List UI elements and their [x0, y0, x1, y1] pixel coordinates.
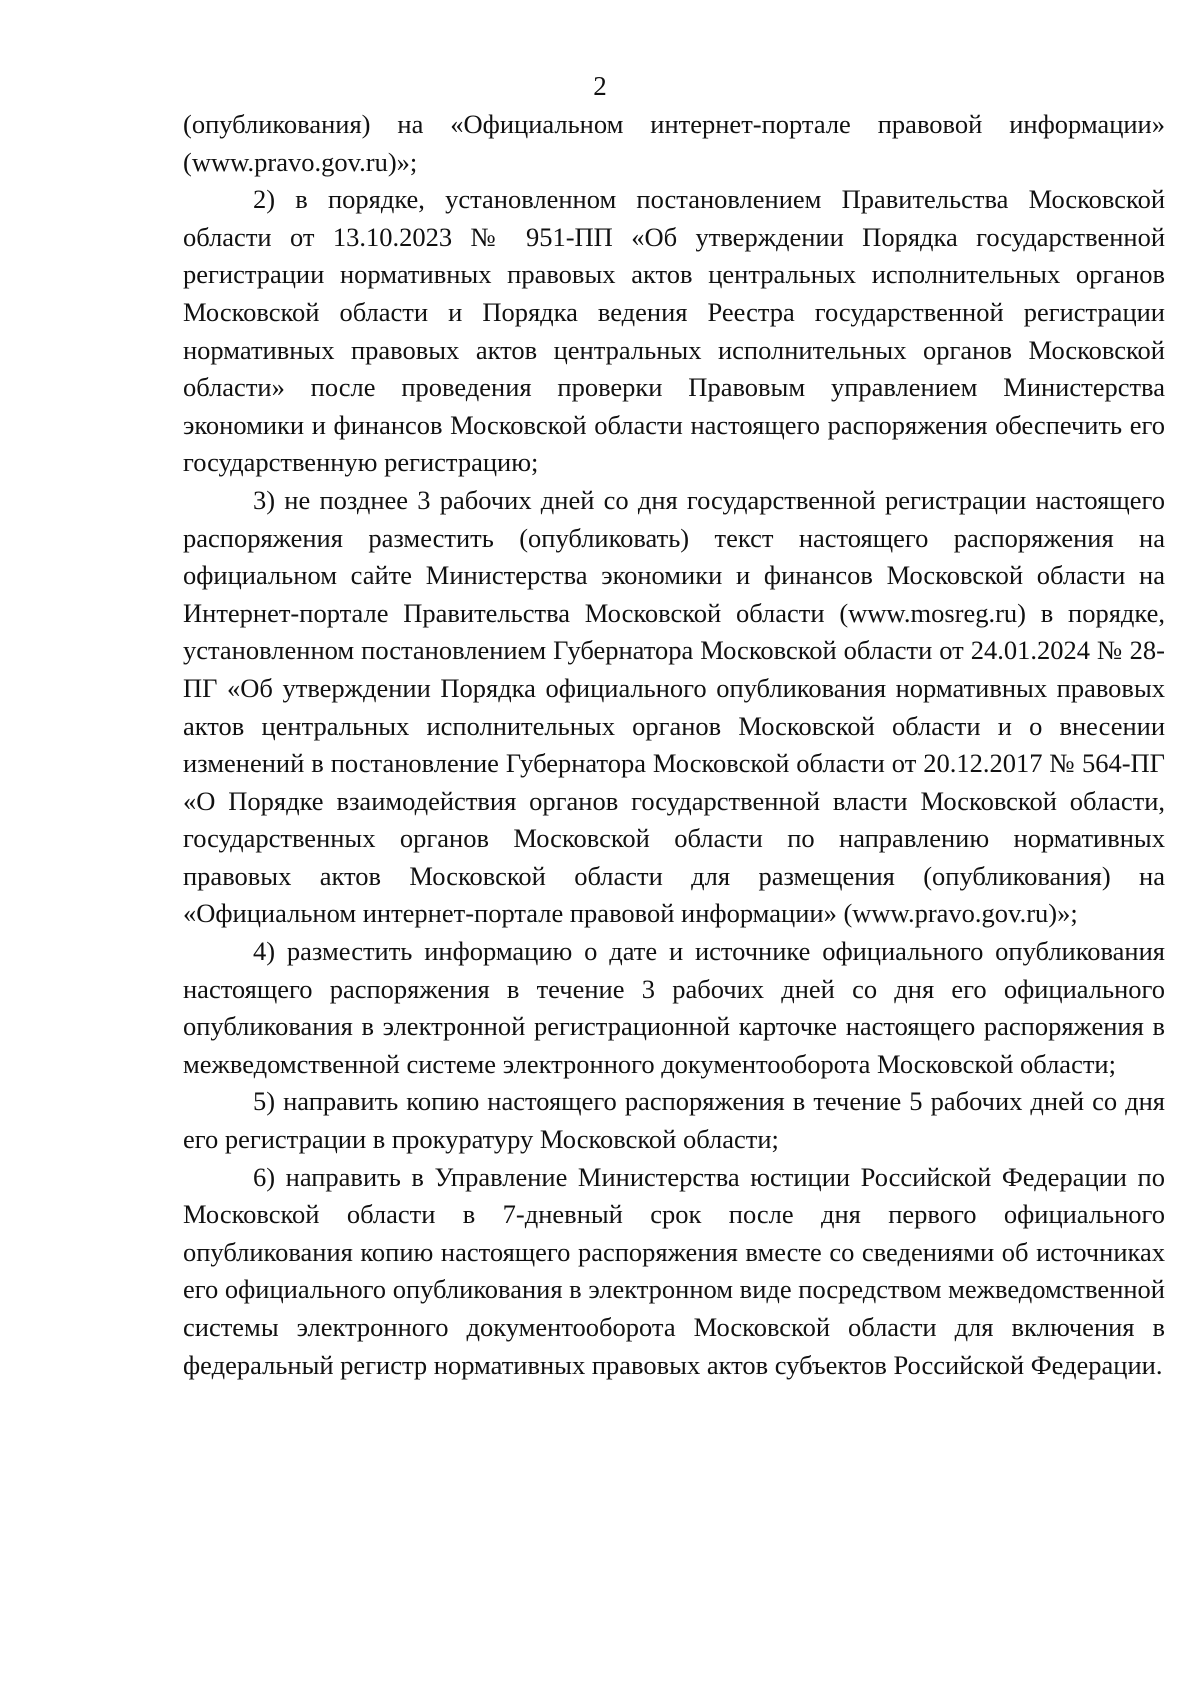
paragraph-item-4: 4) разместить информацию о дате и источнике официального опубликования настоящего распоряжения в течение 3 рабочих дней со дня его официального опубликования в электронной регистрационной карточке настоящего распоряжения в межведомственной системе электронного документооборота Московской области; — [183, 936, 1165, 1079]
paragraph-item-5: 5) направить копию настоящего распоряжения в течение 5 рабочих дней со дня его регистрации в прокуратуру Московской области; — [183, 1086, 1165, 1155]
document-body — [183, 106, 1165, 1384]
paragraph-continuation: (опубликования) на «Официальном интернет-портале правовой информации» (www.pravo.gov.ru)»; — [183, 109, 1165, 177]
paragraph-item-3: 3) не позднее 3 рабочих дней со дня государственной регистрации настоящего распоряжения разместить (опубликовать) текст настоящего распоряжения на официальном сайте Министерства экономики и финансов Московской области на Интернет-портале Правительства Московской области (www.mosreg.ru) в порядке, установленном постановлением Губернатора Московской области от 24.01.2024 № 28-ПГ «Об утверждении Порядка официального опубликования нормативных правовых актов центральных исполнительных органов Московской области и о внесении изменений в постановление Губернатора Московской области от 20.12.2017 № 564-ПГ «О Порядке взаимодействия органов государственной власти Московской области, государственных органов Московской области по направлению нормативных правовых актов Московской области для размещения (опубликования) на «Официальном интернет-портале правовой информации» (www.pravo.gov.ru)»; — [183, 484, 1165, 929]
paragraph-item-2: 2) в порядке, установленном постановлением Правительства Московской области от 13.10.2023 № 951-ПП «Об утверждении Порядка государственной регистрации нормативных правовых актов центральных исполнительных органов Московской области и Порядка ведения Реестра государственной регистрации нормативных правовых актов центральных исполнительных органов Московской области» после проведения проверки Правовым управлением Министерства экономики и финансов Московской области настоящего распоряжения обеспечить его государственную регистрацию; — [183, 184, 1165, 478]
page-number: 2 — [593, 71, 607, 101]
paragraph-item-6: 6) направить в Управление Министерства юстиции Российской Федерации по Московской области в 7-дневный срок после дня первого официального опубликования копию настоящего распоряжения вместе со сведениями об источниках его официального опубликования в электронном виде посредством межведомственной системы электронного документооборота Московской области для включения в федеральный регистр нормативных правовых актов субъектов Российской Федерации. — [183, 1161, 1165, 1380]
